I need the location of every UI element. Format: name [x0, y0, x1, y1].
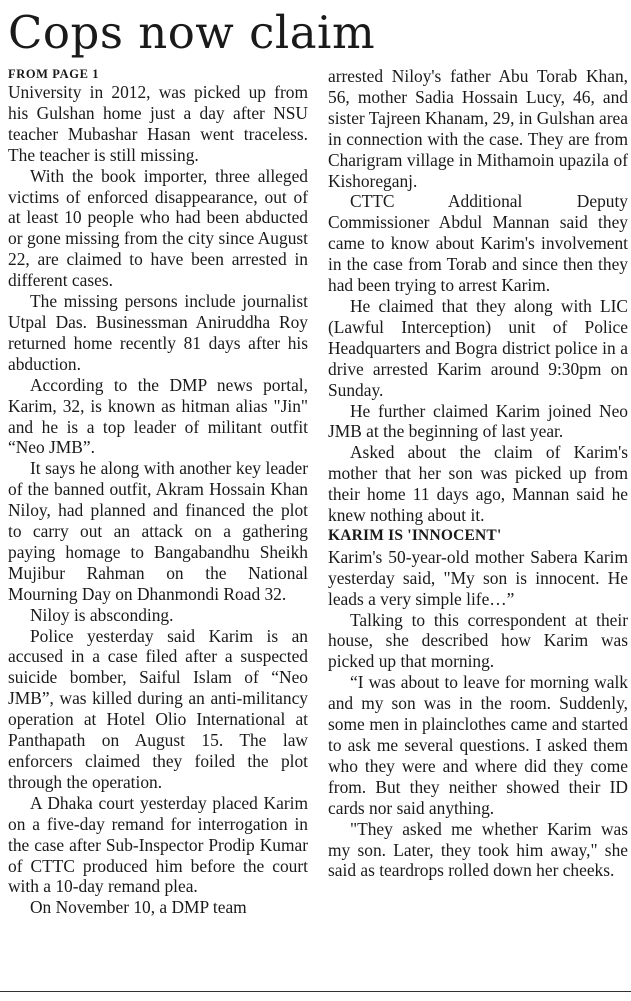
- headline: Cops now claim: [8, 6, 376, 59]
- paragraph: Niloy is absconding.: [30, 604, 174, 625]
- paragraph: Talking to this correspondent at their house, she described how Karim was picked up that morning.: [328, 609, 628, 672]
- paragraph: Asked about the claim of Karim's mother that her son was picked up from their home 11 days ago, Mannan said he knew nothing about it.: [328, 442, 628, 526]
- right-column: [328, 66, 628, 881]
- paragraph: He claimed that they along with LIC (Lawful Interception) unit of Police Headquarters and Bogra district police in a drive arrested Karim around 9:30pm on Sunday.: [328, 295, 628, 400]
- paragraph: With the book importer, three alleged victims of enforced disappearance, out of at least 10 people who had been abducted or gone missing from the city since August 22, are claimed to have been arrested in different cases.: [8, 165, 308, 291]
- paragraph: According to the DMP news portal, Karim, 32, is known as hitman alias "Jin" and he is a top leader of militant outfit “Neo JMB”.: [8, 374, 308, 458]
- paragraph: On November 10, a DMP team: [30, 897, 247, 918]
- kicker: FROM PAGE 1: [8, 67, 100, 81]
- paragraph: The missing persons include journalist Utpal Das. Businessman Aniruddha Roy returned home recently 81 days after his abduction.: [8, 291, 308, 374]
- paragraph: Karim's 50-year-old mother Sabera Karim yesterday said, "My son is innocent. He leads a very simple life…”: [328, 546, 628, 609]
- paragraph: A Dhaka court yesterday placed Karim on a five-day remand for interrogation in the case after Sub-Inspector Prodip Kumar of CTTC produced him before the court with a 10-day remand plea.: [8, 792, 308, 897]
- subhead: KARIM IS 'INNOCENT': [328, 526, 502, 544]
- paragraph: He further claimed Karim joined Neo JMB at the beginning of last year.: [328, 400, 628, 442]
- paragraph: CTTC Additional Deputy Commissioner Abdul Mannan said they came to know about Karim's involvement in the case from Torab and since then they had been trying to arrest Karim.: [328, 191, 628, 296]
- paragraph: “I was about to leave for morning walk and my son was in the room. Suddenly, some men in plainclothes came and started to ask me several questions. I asked them who they were and where did they come from. But they neither showed their ID cards nor said anything.: [328, 672, 628, 818]
- left-column: [8, 66, 308, 918]
- bottom-rule: [0, 991, 631, 992]
- paragraph: It says he along with another key leader of the banned outfit, Akram Hossain Khan Niloy, had planned and financed the plot to carry out an attack on a gathering paying homage to Bangabandhu Sheikh Mujibur Rahman on the National Mourning Day on Dhanmondi Road 32.: [8, 458, 308, 604]
- paragraph: "They asked me whether Karim was my son. Later, they took him away," she said as teardrops rolled down her cheeks.: [328, 818, 628, 881]
- paragraph: University in 2012, was picked up from his Gulshan home just a day after NSU teacher Mubashar Hasan went traceless. The teacher is still missing.: [8, 82, 308, 165]
- paragraph: Police yesterday said Karim is an accused in a case filed after a suspected suicide bomber, Saiful Islam of “Neo JMB”, was killed during an anti-militancy operation at Hotel Olio International at Panthapath on August 15. The law enforcers claimed they foiled the plot through the operation.: [8, 625, 308, 792]
- paragraph: arrested Niloy's father Abu Torab Khan, 56, mother Sadia Hossain Lucy, 46, and sister Tajreen Khanam, 29, in Gulshan area in connection with the case. They are from Charigram village in Mithamoin upazila of Kishoreganj.: [328, 66, 628, 191]
